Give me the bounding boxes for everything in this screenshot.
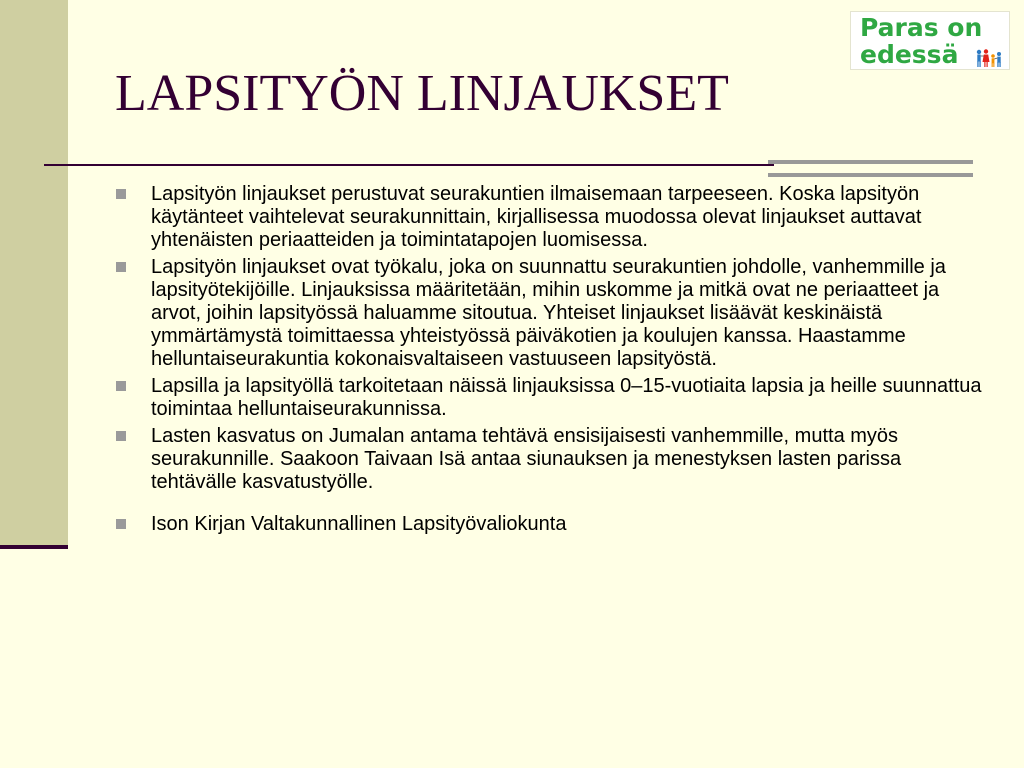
- square-bullet-icon: [116, 519, 126, 529]
- bullet-text: Lasten kasvatus on Jumalan antama tehtävä ensisijaisesti vanhemmille, mutta myös seurakunnille. Saakoon Taivaan Isä antaa siunauksen ja menestyksen lasten parissa tehtävälle kasvatustyölle.: [151, 425, 902, 493]
- bullet-text: Lapsityön linjaukset ovat työkalu, joka on suunnattu seurakuntien johdolle, vanhemmille ja lapsityötekijöille. Linjauksissa määritetään, mihin uskomme ja mitkä ovat ne periaatteet ja arvot, joihin lapsityössä haluamme sitoutua. Yhteiset linjaukset lisäävät keskinäistä ymmärtämystä toimittaessa yhteistyössä päiväkotien ja koulujen kanssa. Haastamme helluntaiseurakuntia kokonaisvaltaiseen vastuuseen lapsityöstä.: [151, 256, 946, 370]
- family-people-icon: [975, 48, 1005, 68]
- decorative-bar-bottom: [768, 173, 973, 177]
- slide-title: LAPSITYÖN LINJAUKSET: [115, 65, 729, 122]
- bullet-text: Ison Kirjan Valtakunnallinen Lapsityövaliokunta: [151, 513, 567, 535]
- left-accent-line: [0, 545, 68, 549]
- square-bullet-icon: [116, 381, 126, 391]
- square-bullet-icon: [116, 431, 126, 441]
- bullet-list: [113, 183, 983, 540]
- list-item: [113, 425, 983, 494]
- list-item: [113, 375, 983, 421]
- left-accent-strip: [0, 0, 68, 545]
- decorative-bar-top: [768, 160, 973, 164]
- bullet-text: Lapsityön linjaukset perustuvat seurakuntien ilmaisemaan tarpeeseen. Koska lapsityön käytänteet vaihtelevat seurakunnittain, kirjallisessa muodossa olevat linjaukset auttavat yhtenäisten periaatteiden ja toimintatapojen luomisessa.: [151, 183, 922, 251]
- logo-line-2: edessä: [860, 40, 959, 69]
- square-bullet-icon: [116, 262, 126, 272]
- list-item: [113, 256, 983, 371]
- bullet-text: Lapsilla ja lapsityöllä tarkoitetaan näissä linjauksissa 0–15-vuotiaita lapsia ja heille suunnattua toimintaa helluntaiseurakunnissa.: [151, 375, 982, 420]
- square-bullet-icon: [116, 189, 126, 199]
- list-item: [113, 183, 983, 252]
- list-item: [113, 513, 983, 536]
- title-divider: [44, 164, 774, 166]
- logo-line-1: Paras on: [860, 13, 983, 42]
- paras-on-edessa-logo: [850, 11, 1010, 70]
